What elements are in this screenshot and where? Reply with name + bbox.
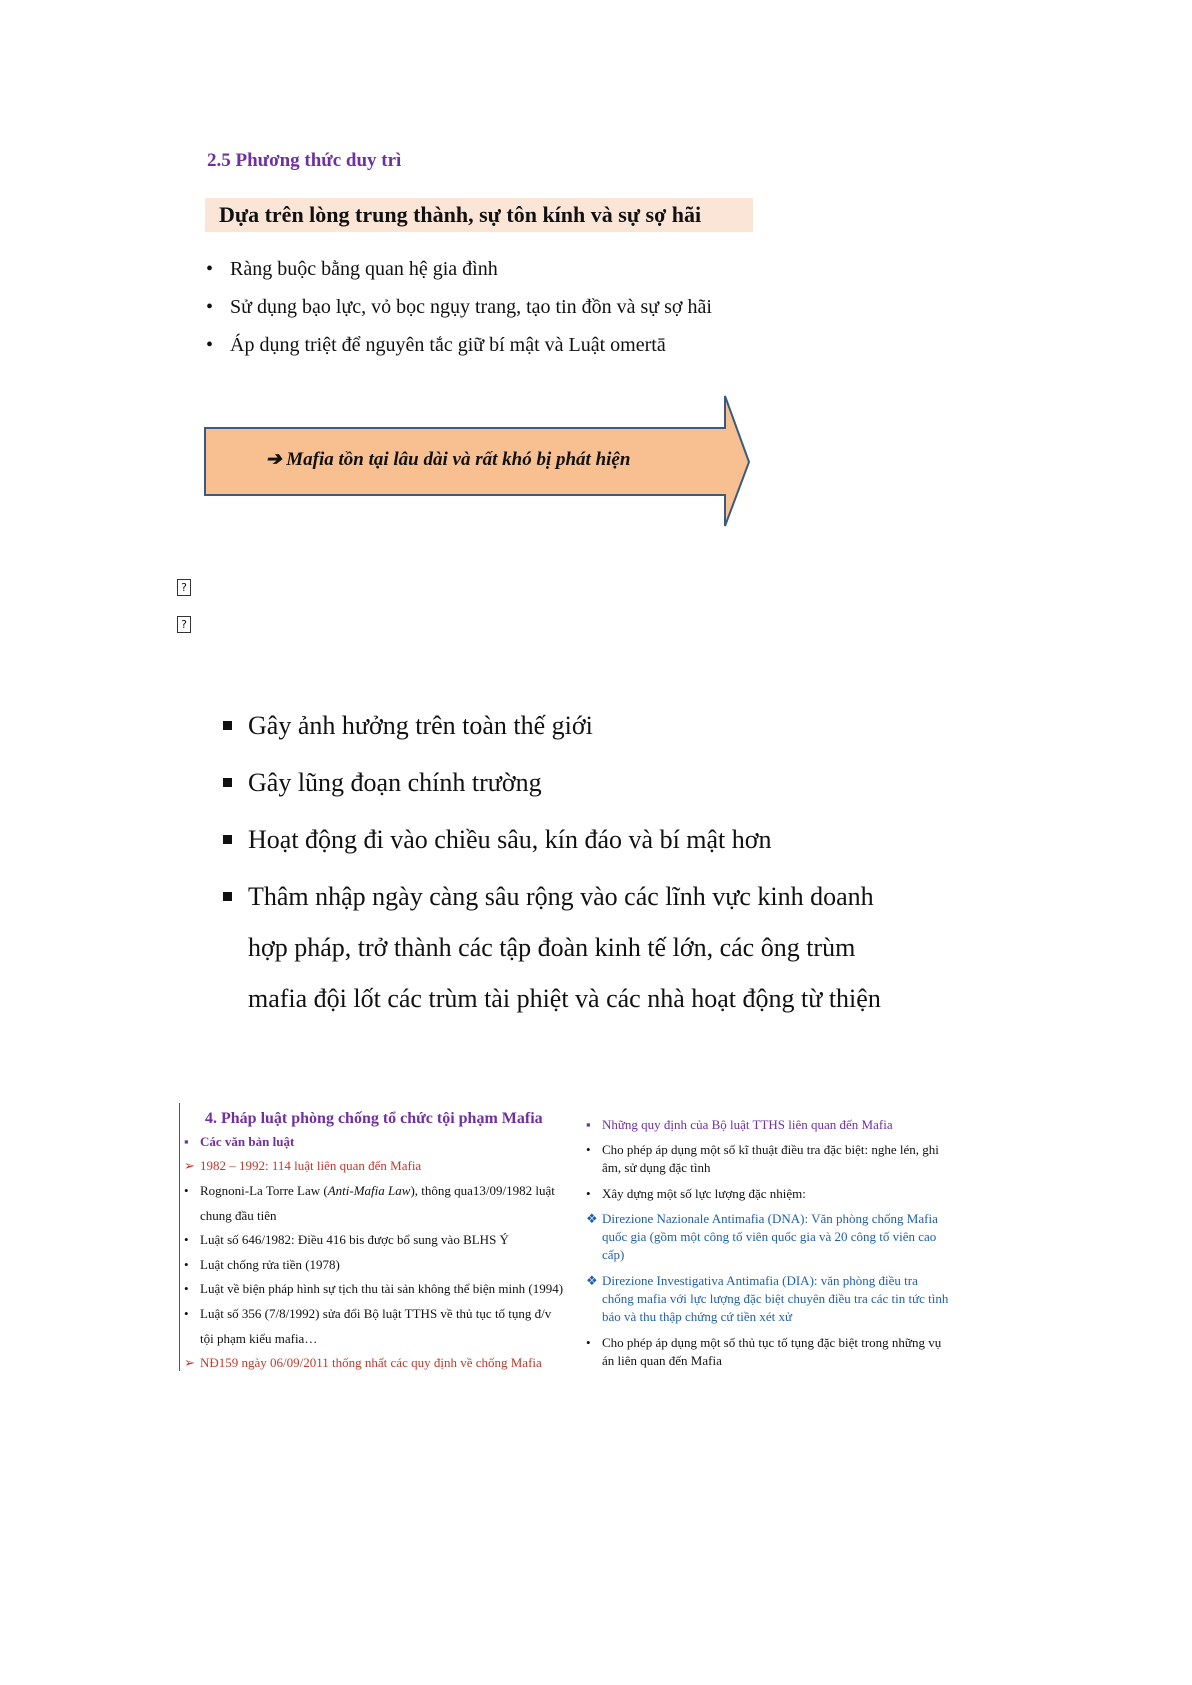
list-item: Hoạt động đi vào chiều sâu, kín đáo và bí mật hơn — [220, 814, 908, 865]
square-bullet-icon — [223, 835, 232, 844]
list-item-cont: tội phạm kiểu mafia… — [200, 1331, 318, 1346]
law-title: 4. Pháp luật phòng chống tổ chức tội phạm Mafia — [205, 1110, 543, 1127]
highlight-box: Dựa trên lòng trung thành, sự tôn kính và sự sợ hãi — [205, 198, 753, 232]
bullet-list — [206, 253, 712, 367]
list-item: • Ràng buộc bằng quan hệ gia đình — [206, 258, 498, 280]
list-item-cont: báo và thu thập chứng cứ tiền xét xử — [602, 1309, 793, 1324]
list-item: • Rognoni-La Torre Law (Anti-Mafia Law), thông qua13/09/1982 luật — [184, 1183, 555, 1198]
list-item: Gây lũng đoạn chính trường — [220, 757, 908, 808]
square-bullet-icon — [223, 778, 232, 787]
list-item: • Luật về biện pháp hình sự tịch thu tài sản không thể biện minh (1994) — [184, 1281, 564, 1296]
missing-glyph-icon: ? — [177, 579, 191, 596]
list-item: • Luật số 356 (7/8/1992) sửa đổi Bộ luật TTHS về thủ tục tố tụng đ/v — [184, 1306, 552, 1321]
list-item: Gây ảnh hưởng trên toàn thế giới — [220, 700, 908, 751]
list-item-cont: chung đầu tiên — [200, 1208, 277, 1223]
list-item-cont: âm, sử dụng đặc tình — [602, 1160, 711, 1175]
list-item-cont: quốc gia (gồm một công tố viên quốc gia và 20 công tố viên cao — [602, 1229, 937, 1244]
list-item: • Luật chống rửa tiền (1978) — [184, 1257, 340, 1272]
section-heading: 2.5 Phương thức duy trì — [207, 150, 402, 171]
missing-glyph-icon: ? — [177, 616, 191, 633]
list-item: Thâm nhập ngày càng sâu rộng vào các lĩnh vực kinh doanh hợp pháp, trở thành các tập đoàn kinh tế lớn, các ông trùm mafia đội lốt các trùm tài phiệt và các nhà hoạt động từ thiện — [220, 871, 908, 1024]
list-item: • Cho phép áp dụng một số thủ tục tố tụng đặc biệt trong những vụ — [586, 1335, 942, 1350]
list-item-cont: án liên quan đến Mafia — [602, 1353, 722, 1368]
square-bullet-icon — [223, 721, 232, 730]
list-item: • Áp dụng triệt để nguyên tắc giữ bí mật và Luật omertā — [206, 334, 666, 356]
list-item: • Sử dụng bạo lực, vỏ bọc ngụy trang, tạo tin đồn và sự sợ hãi — [206, 296, 712, 318]
arrow-text: ➔ Mafia tồn tại lâu dài và rất khó bị phát hiện — [265, 449, 631, 470]
list-item: ➢ NĐ159 ngày 06/09/2011 thống nhất các quy định về chống Mafia — [184, 1355, 542, 1370]
list-item-cont: chống mafia với lực lượng đặc biệt chuyên điều tra các tin tức tình — [602, 1291, 949, 1306]
divider — [179, 1103, 180, 1371]
list-item: • Xây dựng một số lực lượng đặc nhiệm: — [586, 1186, 806, 1201]
trend-list — [220, 700, 908, 1030]
list-item: • Luật số 646/1982: Điều 416 bis được bổ sung vào BLHS Ý — [184, 1232, 509, 1247]
list-item: • Cho phép áp dụng một số kĩ thuật điều tra đặc biệt: nghe lén, ghi — [586, 1142, 939, 1157]
list-item: ▪ Các văn bản luật — [184, 1134, 295, 1149]
list-item: ❖ Direzione Nazionale Antimafia (DNA): Văn phòng chống Mafia — [586, 1211, 938, 1226]
list-item: ▪ Những quy định của Bộ luật TTHS liên quan đến Mafia — [586, 1117, 893, 1132]
list-item: ❖ Direzione Investigativa Antimafia (DIA): văn phòng điều tra — [586, 1273, 918, 1288]
square-bullet-icon — [223, 892, 232, 901]
list-item: ➢ 1982 – 1992: 114 luật liên quan đến Mafia — [184, 1158, 422, 1173]
list-item-cont: cấp) — [602, 1247, 625, 1262]
conclusion-arrow — [203, 394, 753, 530]
